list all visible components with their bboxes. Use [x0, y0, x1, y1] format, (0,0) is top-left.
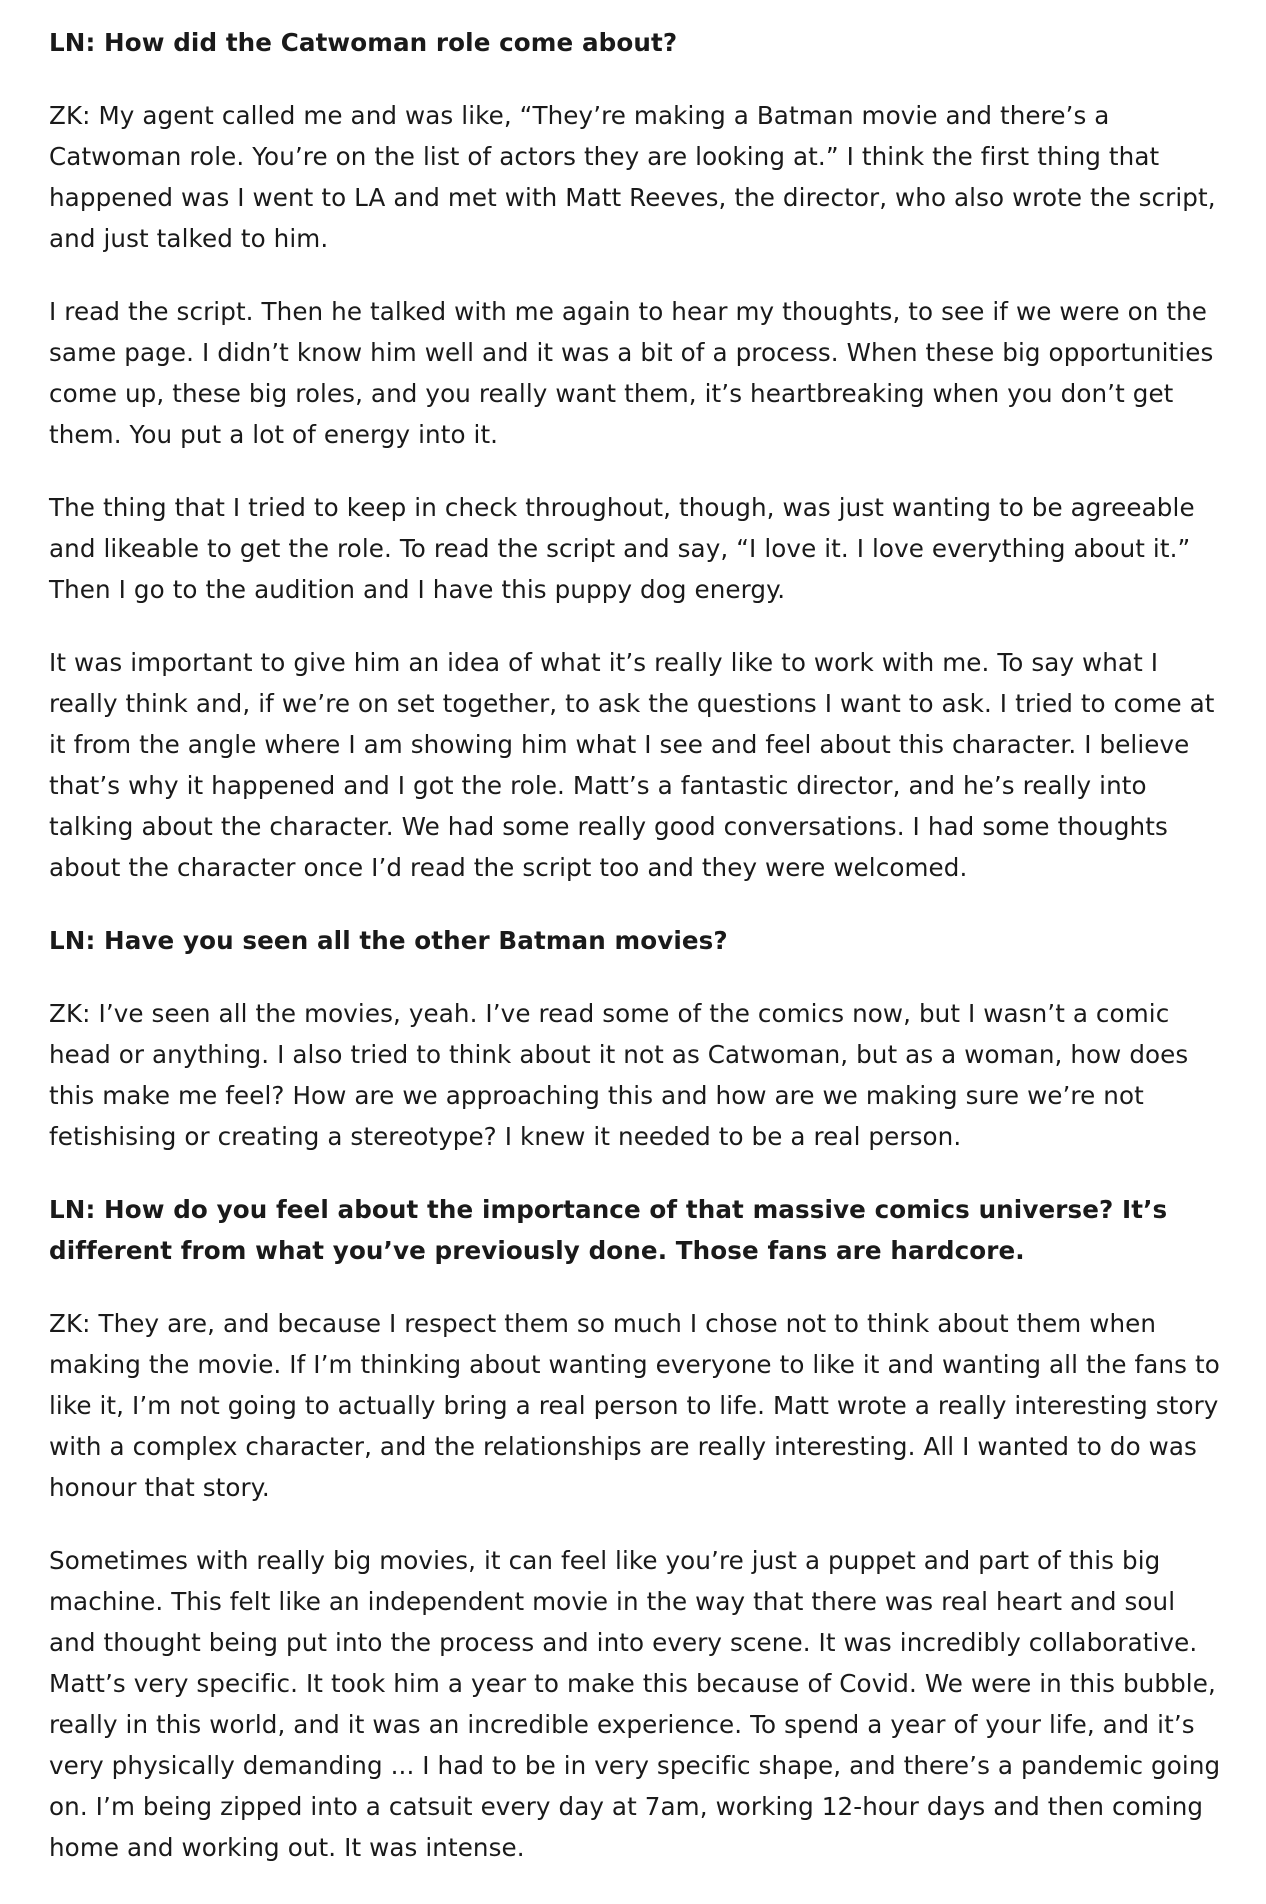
interview-answer: ZK: I’ve seen all the movies, yeah. I’ve read some of the comics now, but I wasn’t a comic head or anything. I also tried to think about it not as Catwoman, but as a woman, how does this make me feel? How are we approaching this and how are we making sure we’re not fetishising or creating a stereotype? I knew it needed to be a real person. [49, 999, 1189, 1151]
interview-answer: It was important to give him an idea of what it’s really like to work with me. To say what I really think and, if we’re on set together, to ask the questions I want to ask. I tried to come at it from the angle where I am showing him what I see and feel about this character. I believe that’s why it happened and I got the role. Matt’s a fantastic director, and he’s really into talking about the character. We had some really good conversations. I had some thoughts about the character once I’d read the script too and they were welcomed. [49, 648, 1215, 882]
interview-question: LN: Have you seen all the other Batman movies? [49, 926, 728, 955]
interview-answer: The thing that I tried to keep in check throughout, though, was just wanting to be agreeable and likeable to get the role. To read the script and say, “I love it. I love everything about it.” Then I go to the audition and I have this puppy dog energy. [49, 493, 1195, 604]
interview-answer: Sometimes with really big movies, it can feel like you’re just a puppet and part of this big machine. This felt like an independent movie in the way that there was real heart and soul and thought being put into the process and into every scene. It was incredibly collaborative. Matt’s very specific. It took him a year to make this because of Covid. We were in this bubble, really in this world, and it was an incredible experience. To spend a year of your life, and it’s very physically demanding ... I had to be in very specific shape, and there’s a pandemic going on. I’m being zipped into a catsuit every day at 7am, working 12-hour days and then coming home and working out. It was intense. [49, 1546, 1221, 1862]
interview-question: LN: How did the Catwoman role come about? [49, 28, 678, 57]
interview-question: LN: How do you feel about the importance of that massive comics universe? It’s different from what you’ve previously done. Those fans are hardcore. [49, 1195, 1168, 1265]
interview-answer: I read the script. Then he talked with me again to hear my thoughts, to see if we were on the same page. I didn’t know him well and it was a bit of a process. When these big opportunities come up, these big roles, and you really want them, it’s heartbreaking when you don’t get them. You put a lot of energy into it. [49, 297, 1214, 449]
interview-answer: ZK: My agent called me and was like, “They’re making a Batman movie and there’s a Catwoman role. You’re on the list of actors they are looking at.” I think the first thing that happened was I went to LA and met with Matt Reeves, the director, who also wrote the script, and just talked to him. [49, 101, 1216, 253]
interview-answer: ZK: They are, and because I respect them so much I chose not to think about them when making the movie. If I’m thinking about wanting everyone to like it and wanting all the fans to like it, I’m not going to actually bring a real person to life. Matt wrote a really interesting story with a complex character, and the relationships are really interesting. All I wanted to do was honour that story. [49, 1309, 1220, 1502]
